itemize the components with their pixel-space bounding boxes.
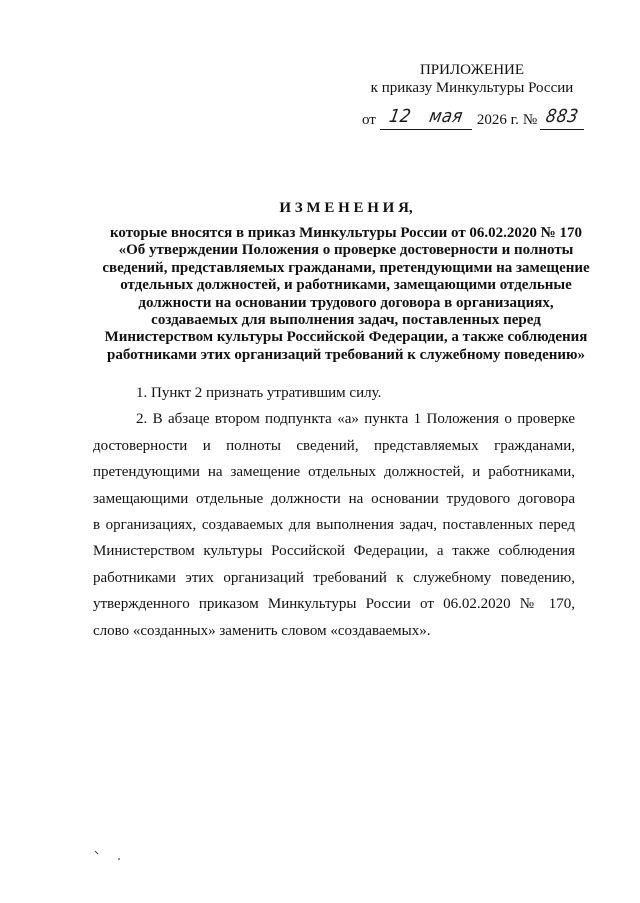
order-reference: к приказу Минкультуры России xyxy=(370,80,574,96)
body-line: замещающими отдельные должности на основании трудового договора xyxy=(93,490,575,507)
title-line: работниками этих организаций требований к служебному поведению» xyxy=(106,346,586,363)
body-line: в организациях, создаваемых для выполнения задач, поставленных перед xyxy=(93,516,575,533)
appendix-label: ПРИЛОЖЕНИЕ xyxy=(419,62,525,78)
title-line: «Об утверждении Положения о проверке достоверности и полноты xyxy=(118,242,574,259)
date-day-handwritten: 12 xyxy=(387,106,413,127)
date-day-field xyxy=(380,105,420,130)
title-block xyxy=(100,225,592,364)
paragraph-1 xyxy=(93,380,575,406)
body-line: 1. Пункт 2 признать утратившим силу. xyxy=(136,385,382,401)
date-month-handwritten: мая xyxy=(427,106,465,127)
date-month-field xyxy=(420,105,472,130)
body-line: 2. В абзаце втором подпункта «а» пункта 1 Положения о проверке xyxy=(136,411,575,428)
order-number-field xyxy=(540,105,584,130)
body-line: Министерством культуры Российской Федерации, а также соблюдения xyxy=(93,543,575,560)
scan-artifact xyxy=(90,848,130,864)
body-line: утвержденного приказом Минкультуры России от 06.02.2020 № 170, xyxy=(93,596,575,613)
body-line: работниками этих организаций требований к служебному поведению, xyxy=(93,569,575,586)
order-number-handwritten: 883 xyxy=(544,106,581,127)
title-line: создаваемых для выполнения задач, поставленных перед xyxy=(151,311,541,328)
date-prefix: от xyxy=(362,112,376,128)
order-date-number-line xyxy=(362,106,584,130)
document-heading: И З М Е Н Е Н И Я, xyxy=(279,200,413,216)
body-line: претендующими на замещение отдельных должностей, и работниками, xyxy=(93,464,575,481)
number-label: № xyxy=(522,112,538,128)
title-line: должности на основании трудового договора в организациях, xyxy=(138,294,554,311)
body-line: достоверности и полноты сведений, представляемых гражданами, xyxy=(93,437,575,454)
body-line: слово «созданных» заменить словом «создаваемых». xyxy=(93,622,431,639)
title-line: Министерством культуры Российской Федерации, а также соблюдения xyxy=(104,329,588,346)
document-body xyxy=(93,380,575,644)
title-line: сведений, представляемых гражданами, претендующими на замещение xyxy=(102,259,590,276)
title-line: отдельных должностей, и работниками, замещающими отдельные xyxy=(120,277,572,294)
paragraph-2 xyxy=(93,406,575,644)
title-line: которые вносятся в приказ Минкультуры России от 06.02.2020 № 170 xyxy=(109,225,583,241)
date-year: 2026 г. xyxy=(476,112,519,128)
